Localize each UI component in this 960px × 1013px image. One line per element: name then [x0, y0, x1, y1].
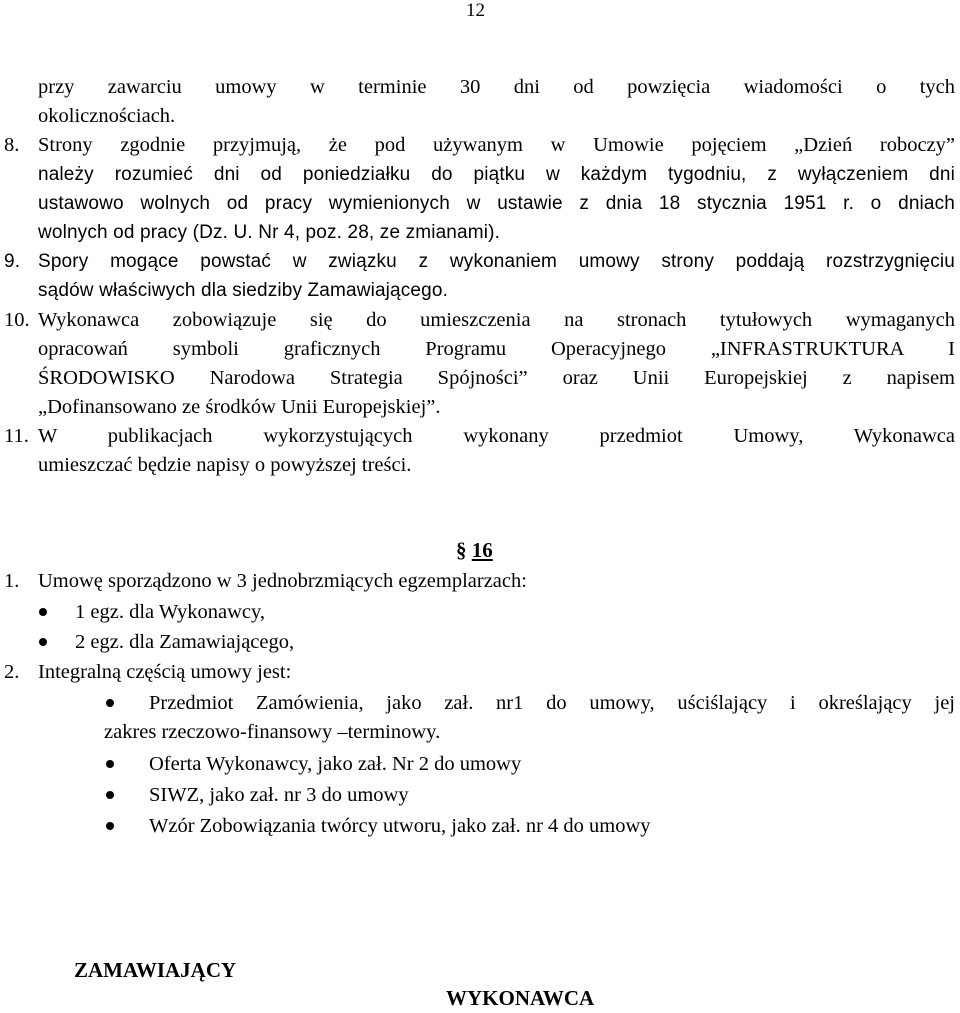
- section-heading: [456, 538, 493, 563]
- item-2-list-entry: Przedmiot Zamówienia, jako zał. nr1 do umowy, uściślający i określający jej: [149, 692, 955, 714]
- paragraph-9-number: 9.: [4, 251, 21, 272]
- paragraph-10-line-3: ŚRODOWISKO Narodowa Strategia Spójności” oraz Unii Europejskiej z napisem: [38, 367, 955, 389]
- paragraph-8-line-4: wolnych od pracy (Dz. U. Nr 4, poz. 28, ze zmianami).: [38, 222, 500, 243]
- bullet-icon: [106, 822, 114, 830]
- item-2-number: 2.: [4, 661, 20, 683]
- paragraph-10-number: 10.: [4, 309, 30, 331]
- item-2-text: Integralną częścią umowy jest:: [38, 661, 292, 683]
- paragraph-9-line-2: sądów właściwych dla siedziby Zamawiającego.: [38, 280, 448, 301]
- item-1-list-entry: 2 egz. dla Zamawiającego,: [75, 631, 295, 653]
- paragraph-9-line-1: Spory mogące powstać w związku z wykonaniem umowy strony poddają rozstrzygnięciu: [38, 251, 955, 272]
- signature-wykonawca: WYKONAWCA: [446, 986, 595, 1010]
- paragraph-8-number: 8.: [4, 134, 20, 156]
- paragraph-11-number: 11.: [4, 425, 29, 447]
- bullet-icon: [106, 760, 114, 768]
- item-1-number: 1.: [4, 570, 20, 592]
- signature-zamawiajacy: ZAMAWIAJĄCY: [74, 958, 237, 982]
- bullet-icon: [106, 791, 114, 799]
- section-number: 16: [471, 538, 493, 562]
- item-2-list-entry: SIWZ, jako zał. nr 3 do umowy: [149, 784, 409, 806]
- bullet-icon: [39, 608, 47, 616]
- item-2-list-entry: Wzór Zobowiązania twórcy utworu, jako zał. nr 4 do umowy: [149, 815, 651, 837]
- paragraph-8-line-2: należy rozumieć dni od poniedziałku do piątku w każdym tygodniu, z wyłączeniem dni: [38, 164, 955, 185]
- item-1-text: Umowę sporządzono w 3 jednobrzmiących egzemplarzach:: [38, 570, 527, 592]
- paragraph-7-line-1: przy zawarciu umowy w terminie 30 dni od powzięcia wiadomości o tych: [38, 76, 955, 98]
- bullet-icon: [39, 638, 47, 646]
- item-2-list-entry-continuation: zakres rzeczowo-finansowy –terminowy.: [104, 721, 441, 743]
- paragraph-11-line-2: umieszczać będzie napisy o powyższej treści.: [38, 454, 412, 476]
- paragraph-8-line-3: ustawowo wolnych od pracy wymienionych w ustawie z dnia 18 stycznia 1951 r. o dniach: [38, 193, 955, 214]
- paragraph-7-line-2: okolicznościach.: [38, 105, 176, 127]
- paragraph-8-line-1: Strony zgodnie przyjmują, że pod używanym w Umowie pojęciem „Dzień roboczy”: [38, 134, 955, 156]
- item-1-list-entry: 1 egz. dla Wykonawcy,: [75, 601, 266, 623]
- paragraph-10-line-2: opracowań symboli graficznych Programu Operacyjnego „INFRASTRUKTURA I: [38, 338, 955, 360]
- paragraph-10-line-1: Wykonawca zobowiązuje się do umieszczenia na stronach tytułowych wymaganych: [38, 309, 955, 331]
- item-2-list-entry: Oferta Wykonawcy, jako zał. Nr 2 do umowy: [149, 753, 522, 775]
- paragraph-10-line-4: „Dofinansowano ze środków Unii Europejskiej”.: [38, 396, 441, 418]
- section-symbol: §: [456, 538, 467, 562]
- paragraph-11-line-1: W publikacjach wykorzystujących wykonany przedmiot Umowy, Wykonawca: [38, 425, 955, 447]
- bullet-icon: [106, 699, 114, 707]
- page-number: 12: [466, 0, 485, 21]
